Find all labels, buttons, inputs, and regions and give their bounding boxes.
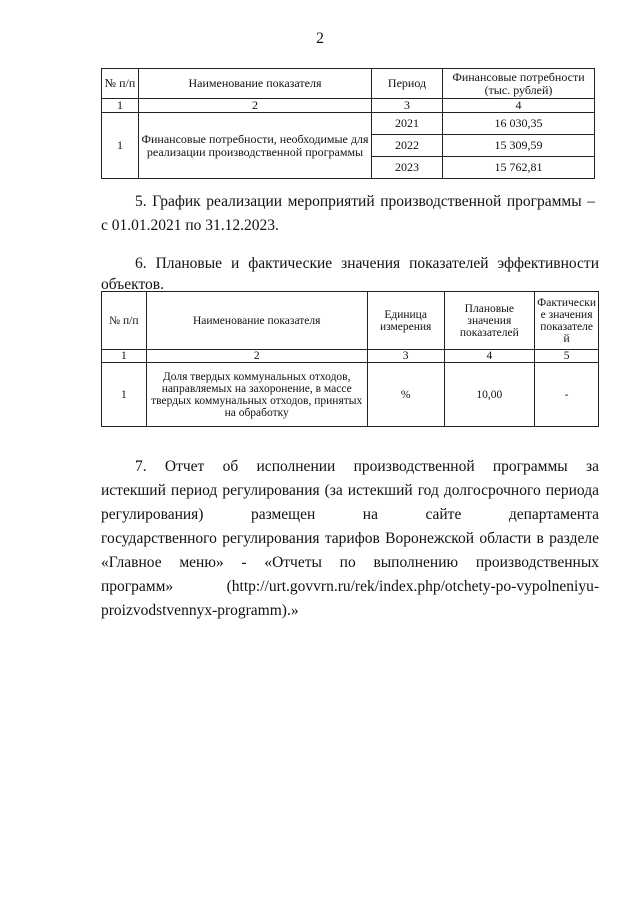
row-value: 15 309,59 [443, 135, 595, 157]
row-plan-value: 10,00 [444, 363, 535, 427]
paragraph-7-line: государственного регулирования тарифов Воронежской области в разделе [101, 530, 599, 547]
row-period: 2023 [372, 157, 443, 179]
financial-needs-table [101, 68, 595, 179]
col-header-period: Период [372, 69, 443, 99]
paragraph-7-line: истекший период регулирования (за истекший год долгосрочного периода [101, 482, 599, 499]
efficiency-indicators-table [101, 291, 599, 427]
col-header-fact: Фактически е значения показателе й [535, 292, 599, 350]
col-header-unit: Единица измерения [367, 292, 444, 350]
table-header-row [102, 292, 599, 350]
paragraph-6-line-1: 6. Плановые и фактические значения показателей эффективности [135, 255, 599, 272]
index-cell: 3 [372, 99, 443, 113]
page-number: 2 [316, 30, 324, 47]
paragraph-7-line: регулирования) размещен на сайте департамента [101, 506, 599, 523]
index-cell: 2 [139, 99, 372, 113]
row-indicator-name: Доля твердых коммунальных отходов, направляемых на захоронение, в массе твердых коммунальных отходов, принятых на обработку [146, 363, 367, 427]
index-cell: 2 [146, 350, 367, 363]
table-header-row [102, 69, 595, 99]
paragraph-5-line-1: 5. График реализации мероприятий производственной программы – [135, 193, 595, 210]
table-row [102, 363, 599, 427]
index-cell: 4 [444, 350, 535, 363]
row-indicator-name: Финансовые потребности, необходимые для реализации производственной программы [139, 113, 372, 179]
row-period: 2021 [372, 113, 443, 135]
index-cell: 3 [367, 350, 444, 363]
row-fact-value: - [535, 363, 599, 427]
row-number: 1 [102, 363, 147, 427]
row-value: 15 762,81 [443, 157, 595, 179]
paragraph-7-line: 7. Отчет об исполнении производственной программы за [135, 458, 599, 475]
col-header-name: Наименование показателя [139, 69, 372, 99]
index-cell: 1 [102, 99, 139, 113]
row-number: 1 [102, 113, 139, 179]
index-cell: 1 [102, 350, 147, 363]
col-header-plan: Плановые значения показателей [444, 292, 535, 350]
row-period: 2022 [372, 135, 443, 157]
table-index-row [102, 99, 595, 113]
table-index-row [102, 350, 599, 363]
paragraph-7-line: «Главное меню» - «Отчеты по выполнению производственных [101, 554, 599, 571]
row-value: 16 030,35 [443, 113, 595, 135]
paragraph-6-line-2: объектов. [101, 276, 164, 293]
col-header-num: № п/п [102, 69, 139, 99]
row-unit: % [367, 363, 444, 427]
paragraph-5-line-2: с 01.01.2021 по 31.12.2023. [101, 217, 279, 234]
index-cell: 5 [535, 350, 599, 363]
index-cell: 4 [443, 99, 595, 113]
col-header-num: № п/п [102, 292, 147, 350]
col-header-value: Финансовые потребности (тыс. рублей) [443, 69, 595, 99]
paragraph-7-line: proizvodstvennyx-programm).» [101, 602, 299, 619]
table-row [102, 113, 595, 135]
paragraph-7-line: программ» (http://urt.govvrn.ru/rek/index.php/otchety-po-vypolneniyu- [101, 578, 599, 595]
col-header-name: Наименование показателя [146, 292, 367, 350]
